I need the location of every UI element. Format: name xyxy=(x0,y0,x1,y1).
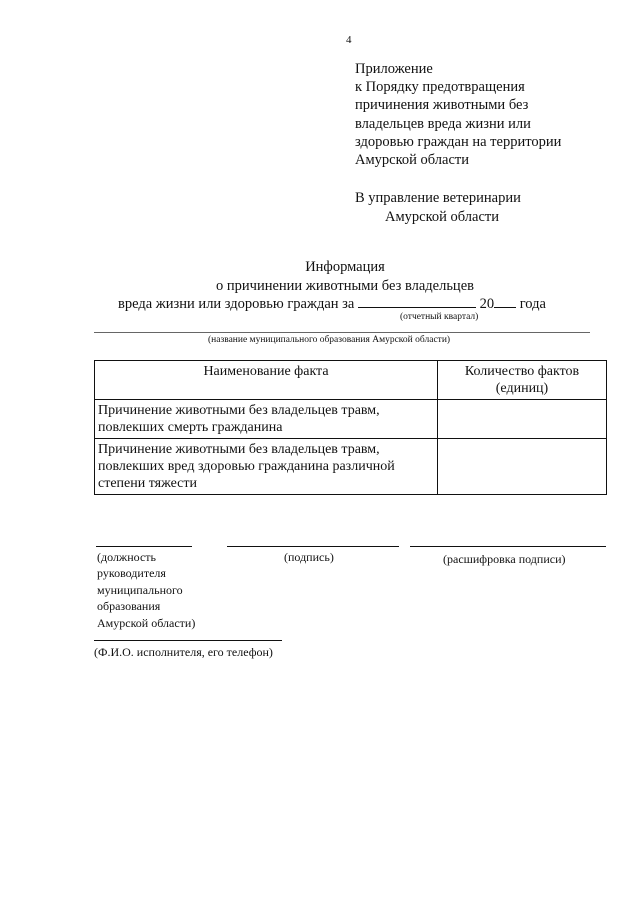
appendix-line: причинения животными без xyxy=(355,97,529,114)
position-caption-line: (должность xyxy=(97,550,156,564)
title-heading: Информация xyxy=(305,259,385,275)
position-signature-line[interactable] xyxy=(96,546,192,547)
fact-name-cell: Причинение животными без владельцев травм, повлекших смерть гражданина xyxy=(95,400,438,439)
year-prefix: 20 xyxy=(479,296,495,312)
fact-count-cell[interactable] xyxy=(438,400,607,439)
title-line-3 xyxy=(100,295,590,314)
executor-caption: (Ф.И.О. исполнителя, его телефон) xyxy=(94,645,273,659)
appendix-line: здоровью граждан на территории xyxy=(355,133,562,150)
appendix-line: владельцев вреда жизни или xyxy=(355,115,531,132)
signature-line[interactable] xyxy=(227,546,399,547)
decryption-line[interactable] xyxy=(410,546,606,547)
quarter-blank[interactable] xyxy=(358,295,476,308)
addressee-block xyxy=(355,189,625,226)
header-fact-name: Наименование факта xyxy=(95,361,438,400)
addressee-line-2: Амурской области xyxy=(385,208,499,225)
appendix-line: Приложение xyxy=(355,61,433,77)
page-number: 4 xyxy=(346,34,352,46)
header-fact-count: Количество фактов (единиц) xyxy=(438,361,607,400)
appendix-line: к Порядку предотвращения xyxy=(355,79,525,96)
position-caption-line: руководителя xyxy=(97,566,166,581)
document-title xyxy=(100,258,590,314)
table-row xyxy=(95,439,607,495)
fact-count-cell[interactable] xyxy=(438,439,607,495)
municipality-note: (название муниципального образования Амурской области) xyxy=(208,335,451,345)
addressee-line-1: В управление ветеринарии xyxy=(355,190,521,206)
position-caption-line: Амурской области) xyxy=(97,615,196,630)
appendix-line: Амурской области xyxy=(355,152,469,169)
position-caption xyxy=(97,549,227,631)
year-blank[interactable] xyxy=(494,295,516,308)
appendix-block xyxy=(355,60,625,169)
table-header-row xyxy=(95,361,607,400)
signature-caption: (подпись) xyxy=(284,550,334,564)
title-line-3-prefix: вреда жизни или здоровью граждан за xyxy=(118,296,355,312)
facts-table xyxy=(94,360,607,495)
decryption-caption: (расшифровка подписи) xyxy=(443,552,566,566)
municipality-line[interactable] xyxy=(94,332,590,333)
table-row xyxy=(95,400,607,439)
position-caption-line: муниципального xyxy=(97,582,183,597)
year-suffix: года xyxy=(519,296,546,312)
fact-name-cell: Причинение животными без владельцев травм, повлекших вред здоровью гражданина различной степени тяжести xyxy=(95,439,438,495)
title-line-2: о причинении животными без владельцев xyxy=(216,277,474,294)
executor-line[interactable] xyxy=(94,640,282,641)
position-caption-line: образования xyxy=(97,599,161,614)
quarter-note: (отчетный квартал) xyxy=(400,312,479,322)
